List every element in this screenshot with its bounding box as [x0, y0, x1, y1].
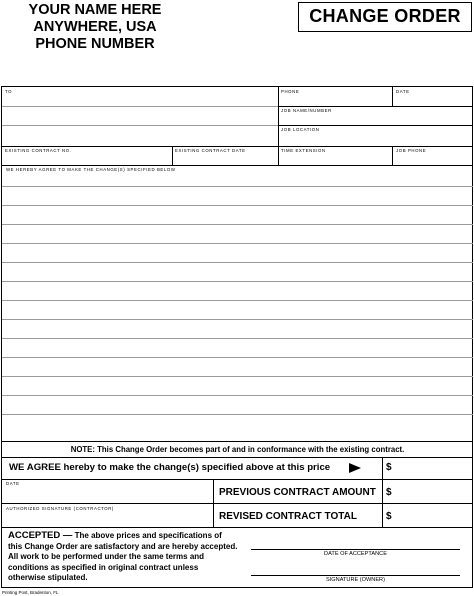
form-title: CHANGE ORDER	[298, 2, 472, 32]
description-area[interactable]	[2, 166, 473, 441]
signature-line	[251, 549, 460, 550]
date-label: DATE	[6, 481, 20, 486]
job-name-label: JOB NAME/NUMBER	[281, 108, 332, 113]
revised-total-label: REVISED CONTRACT TOTAL	[219, 511, 357, 522]
company-phone: PHONE NUMBER	[35, 36, 155, 52]
to-label: TO	[5, 89, 13, 94]
writing-line	[2, 186, 473, 187]
divider	[2, 527, 473, 528]
price-field[interactable]	[383, 458, 473, 479]
writing-line	[2, 300, 473, 301]
to-rule	[2, 125, 279, 126]
existing-contract-no-field[interactable]	[2, 147, 172, 166]
accepted-line: The above prices and specifications of	[74, 531, 222, 540]
price-dollar-sign: $	[386, 462, 392, 473]
date-of-acceptance-label: DATE OF ACCEPTANCE	[324, 551, 387, 557]
job-phone-label: JOB PHONE	[396, 148, 427, 153]
time-extension-label: TIME EXTENSION	[281, 148, 326, 153]
previous-dollar-sign: $	[386, 487, 392, 498]
writing-line	[2, 262, 473, 263]
writing-line	[2, 338, 473, 339]
arrow-right-icon	[349, 463, 361, 473]
revised-dollar-sign: $	[386, 511, 392, 522]
writing-line	[2, 376, 473, 377]
writing-line	[2, 319, 473, 320]
writing-line	[2, 205, 473, 206]
job-name-field[interactable]	[279, 107, 473, 126]
writing-line	[2, 357, 473, 358]
existing-contract-date-label: EXISTING CONTRACT DATE	[175, 148, 246, 153]
accepted-heading: ACCEPTED —	[8, 530, 73, 541]
previous-amount-field[interactable]	[383, 480, 473, 503]
writing-line	[2, 224, 473, 225]
date-field[interactable]	[2, 480, 213, 504]
note-text: NOTE: This Change Order becomes part of and in conformance with the existing contract.	[70, 445, 405, 454]
date-top-field[interactable]	[393, 87, 473, 106]
existing-contract-date-field[interactable]	[173, 147, 278, 166]
authorized-signature-field[interactable]	[2, 504, 213, 527]
accepted-line: this Change Order are satisfactory and are hereby accepted.	[8, 541, 238, 551]
job-location-field[interactable]	[279, 126, 473, 147]
company-block	[0, 2, 190, 53]
date-top-label: DATE	[396, 89, 410, 94]
company-city: ANYWHERE, USA	[33, 19, 157, 35]
owner-signature-field[interactable]	[251, 559, 460, 575]
signature-line	[251, 575, 460, 576]
to-rule	[2, 106, 279, 107]
previous-amount-label: PREVIOUS CONTRACT AMOUNT	[219, 487, 376, 498]
accepted-text	[8, 531, 238, 584]
divider	[2, 441, 473, 442]
accepted-line: All work to be performed under the same terms and	[8, 552, 205, 561]
agree-price-text: WE AGREE hereby to make the change(s) specified above at this price	[9, 462, 331, 473]
job-phone-field[interactable]	[393, 147, 473, 166]
time-extension-field[interactable]	[279, 147, 392, 166]
job-location-label: JOB LOCATION	[281, 127, 320, 132]
writing-line	[2, 395, 473, 396]
company-name: YOUR NAME HERE	[28, 2, 162, 18]
date-of-acceptance-field[interactable]	[251, 533, 460, 549]
phone-field[interactable]	[279, 87, 392, 106]
revised-total-field[interactable]	[383, 504, 473, 527]
footer-printer: Printing Post, Bradenton, FL	[2, 590, 59, 595]
agree-below-label: WE HEREBY AGREE TO MAKE THE CHANGE(S) SPECIFIED BELOW	[6, 167, 176, 172]
existing-contract-no-label: EXISTING CONTRACT NO.	[5, 148, 72, 153]
change-order-form	[1, 86, 473, 588]
signature-owner-label: SIGNATURE (OWNER)	[326, 577, 385, 583]
authorized-signature-label: AUTHORIZED SIGNATURE (CONTRACTOR)	[6, 506, 114, 511]
writing-line	[2, 243, 473, 244]
writing-line	[2, 414, 473, 415]
accepted-line: conditions as specified in original contract unless	[8, 562, 199, 572]
phone-label: PHONE	[281, 89, 300, 94]
writing-line	[2, 281, 473, 282]
accepted-line: otherwise stipulated.	[8, 573, 88, 582]
